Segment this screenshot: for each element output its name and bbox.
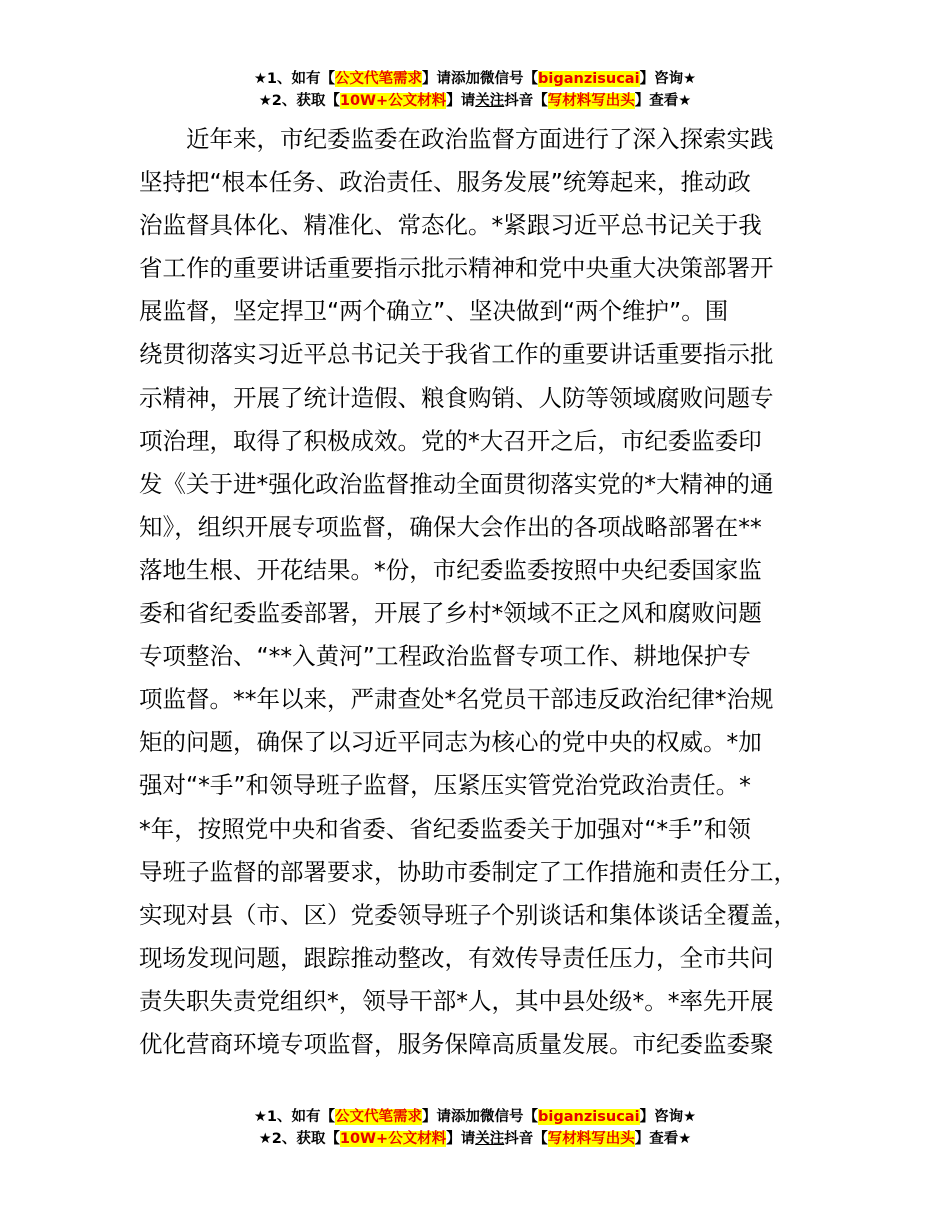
header-line-2-middle-2: 抖音【 (504, 93, 548, 109)
header-line-2-middle: 】请 (446, 93, 476, 109)
header-highlight-service: 公文代笔需求 (335, 71, 423, 87)
body-line: 矩的问题，确保了以习近平同志为核心的党中央的权威。*加 (139, 728, 762, 757)
footer-highlight-douyin: 写材料写出头 (547, 1131, 635, 1147)
footer-highlight-materials: 10W+公文材料 (339, 1131, 447, 1147)
footer-line-1-prefix: ★1、如有【 (253, 1109, 336, 1125)
footer-line-1-middle: 】请添加微信号【 (422, 1109, 539, 1125)
header-highlight-materials: 10W+公文材料 (339, 93, 447, 109)
body-line: 近年来，市纪委监委在政治监督方面进行了深入探索实践 (139, 125, 774, 153)
header-line-2-suffix: 】查看★ (634, 93, 692, 109)
footer-underlined-follow: 关注 (475, 1131, 505, 1147)
header-line-1-prefix: ★1、如有【 (253, 71, 336, 87)
header-line-1-middle: 】请添加微信号【 (422, 71, 539, 87)
body-line: 坚持把“根本任务、政治责任、服务发展”统筹起来，推动政 (139, 168, 751, 197)
header-highlight-wechat-id: biganzisucai (538, 71, 640, 87)
body-line: 项治理，取得了积极成效。党的*大召开之后，市纪委监委印 (139, 426, 762, 455)
header-line-2 (0, 90, 950, 112)
body-line: 发《关于进*强化政治监督推动全面贯彻落实党的*大精神的通 (139, 469, 774, 498)
header-highlight-douyin: 写材料写出头 (547, 93, 635, 109)
footer-line-1-suffix: 】咨询★ (639, 1109, 697, 1125)
header-banner (0, 68, 950, 112)
header-line-1-suffix: 】咨询★ (639, 71, 697, 87)
body-line: 绕贯彻落实习近平总书记关于我省工作的重要讲话重要指示批 (139, 340, 774, 369)
footer-highlight-wechat-id: biganzisucai (538, 1109, 640, 1125)
body-line: 省工作的重要讲话重要指示批示精神和党中央重大决策部署开 (139, 254, 774, 283)
footer-line-1 (0, 1106, 950, 1128)
header-line-1 (0, 68, 950, 90)
body-line: 导班子监督的部署要求，协助市委制定了工作措施和责任分工， (139, 857, 797, 886)
header-underlined-follow: 关注 (475, 93, 505, 109)
footer-highlight-service: 公文代笔需求 (335, 1109, 423, 1125)
footer-line-2-middle: 】请 (446, 1131, 476, 1147)
footer-line-2-suffix: 】查看★ (634, 1131, 692, 1147)
body-line: 专项整治、“**入黄河”工程政治监督专项工作、耕地保护专 (139, 642, 751, 671)
body-line: 示精神，开展了统计造假、粮食购销、人防等领域腐败问题专 (139, 383, 774, 412)
body-line: 强对“*手”和领导班子监督，压紧压实管党治党政治责任。* (139, 771, 751, 800)
body-line: 展监督，坚定捍卫“两个确立”、坚决做到“两个维护”。围 (139, 297, 729, 326)
body-line: 知》，组织开展专项监督，确保大会作出的各项战略部署在** (139, 512, 762, 541)
footer-banner (0, 1106, 950, 1150)
body-line: 落地生根、开花结果。*份，市纪委监委按照中央纪委国家监 (139, 555, 762, 584)
body-line: 项监督。**年以来，严肃查处*名党员干部违反政治纪律*治规 (139, 685, 774, 714)
body-line: 委和省纪委监委部署，开展了乡村*领域不正之风和腐败问题 (139, 599, 762, 628)
body-line: 实现对县（市、区）党委领导班子个别谈话和集体谈话全覆盖， (139, 900, 797, 929)
body-line: 治监督具体化、精准化、常态化。*紧跟习近平总书记关于我 (139, 211, 762, 240)
body-line: 现场发现问题，跟踪推动整改，有效传导责任压力，全市共问 (139, 943, 774, 972)
body-line: *年，按照党中央和省委、省纪委监委关于加强对“*手”和领 (139, 814, 751, 843)
body-line: 责失职失责党组织*，领导干部*人，其中县处级*。*率先开展 (139, 986, 774, 1015)
footer-line-2-prefix: ★2、获取【 (258, 1131, 340, 1147)
body-line: 优化营商环境专项监督，服务保障高质量发展。市纪委监委聚 (139, 1029, 774, 1058)
body-paragraph (139, 118, 829, 1066)
footer-line-2 (0, 1128, 950, 1150)
header-line-2-prefix: ★2、获取【 (258, 93, 340, 109)
footer-line-2-middle-2: 抖音【 (504, 1131, 548, 1147)
